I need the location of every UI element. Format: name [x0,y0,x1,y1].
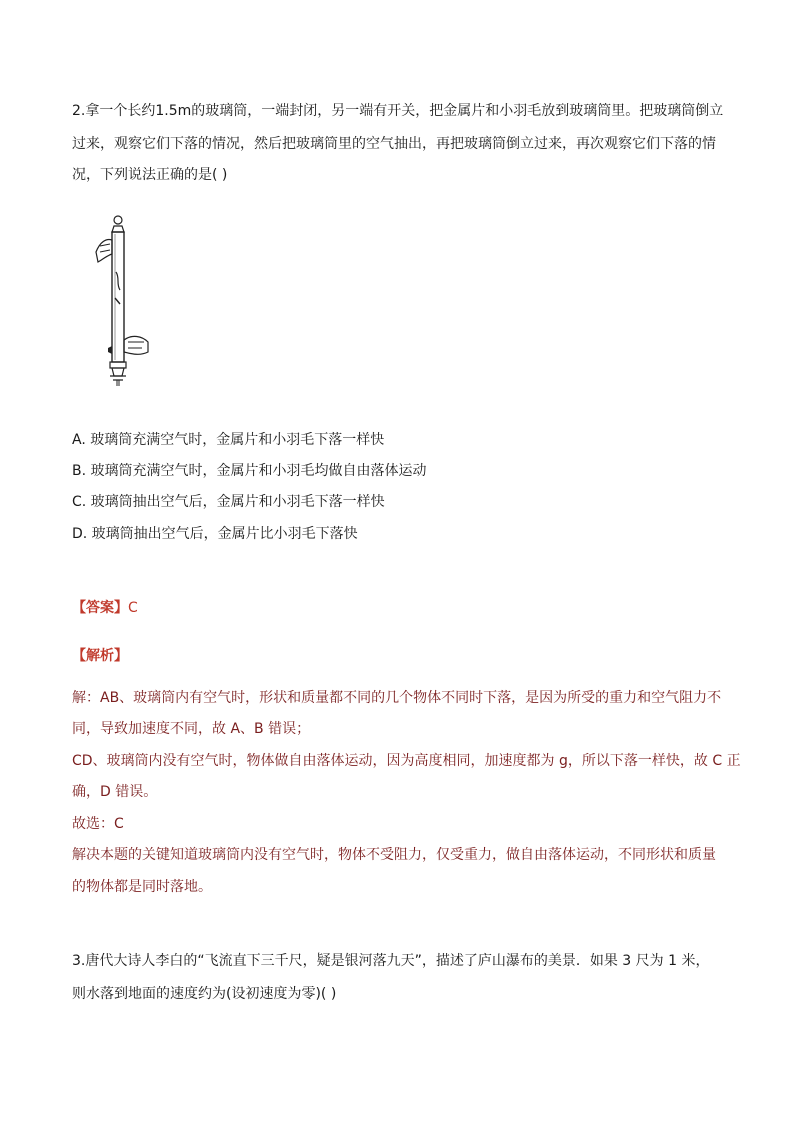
answer-line [72,598,138,618]
option-c: C. 玻璃筒抽出空气后，金属片和小羽毛下落一样快 [72,494,385,510]
analysis-line-4: 确，D 错误。 [72,784,158,800]
glass-tube-hands-figure [86,212,156,390]
analysis-line-7: 的物体都是同时落地。 [72,879,212,895]
option-b: B. 玻璃筒充满空气时，金属片和小羽毛均做自由落体运动 [72,463,427,479]
answer-value: C [128,600,138,616]
analysis-line-3: CD、玻璃筒内没有空气时，物体做自由落体运动，因为高度相同，加速度都为 g，所以下落一样快，故 C 正 [72,753,741,769]
analysis-line-5: 故选：C [72,816,124,832]
q2-stem-line-1: 2.拿一个长约1.5m的玻璃筒，一端封闭，另一端有开关，把金属片和小羽毛放到玻璃筒里。把玻璃筒倒立 [72,103,724,119]
option-a: A. 玻璃筒充满空气时，金属片和小羽毛下落一样快 [72,432,385,448]
answer-label: 【答案】 [72,600,128,616]
analysis-label: 【解析】 [72,648,128,664]
q3-stem-line-2: 则水落到地面的速度约为(设初速度为零)( ) [72,986,337,1002]
analysis-line-2: 同，导致加速度不同，故 A、B 错误； [72,721,311,737]
option-d: D. 玻璃筒抽出空气后，金属片比小羽毛下落快 [72,526,358,542]
q3-stem-line-1: 3.唐代大诗人李白的“飞流直下三千尺，疑是银河落九天”，描述了庐山瀑布的美景．如果 3 尺为 1 米， [72,953,710,969]
q2-stem-line-2: 过来，观察它们下落的情况，然后把玻璃筒里的空气抽出，再把玻璃筒倒立过来，再次观察它们下落的情 [72,136,716,152]
analysis-line-6: 解决本题的关键知道玻璃筒内没有空气时，物体不受阻力，仅受重力，做自由落体运动，不同形状和质量 [72,847,716,863]
analysis-line-1: 解：AB、玻璃筒内有空气时，形状和质量都不同的几个物体不同时下落，是因为所受的重力和空气阻力不 [72,690,722,706]
q2-stem-line-3: 况，下列说法正确的是( ) [72,167,228,183]
